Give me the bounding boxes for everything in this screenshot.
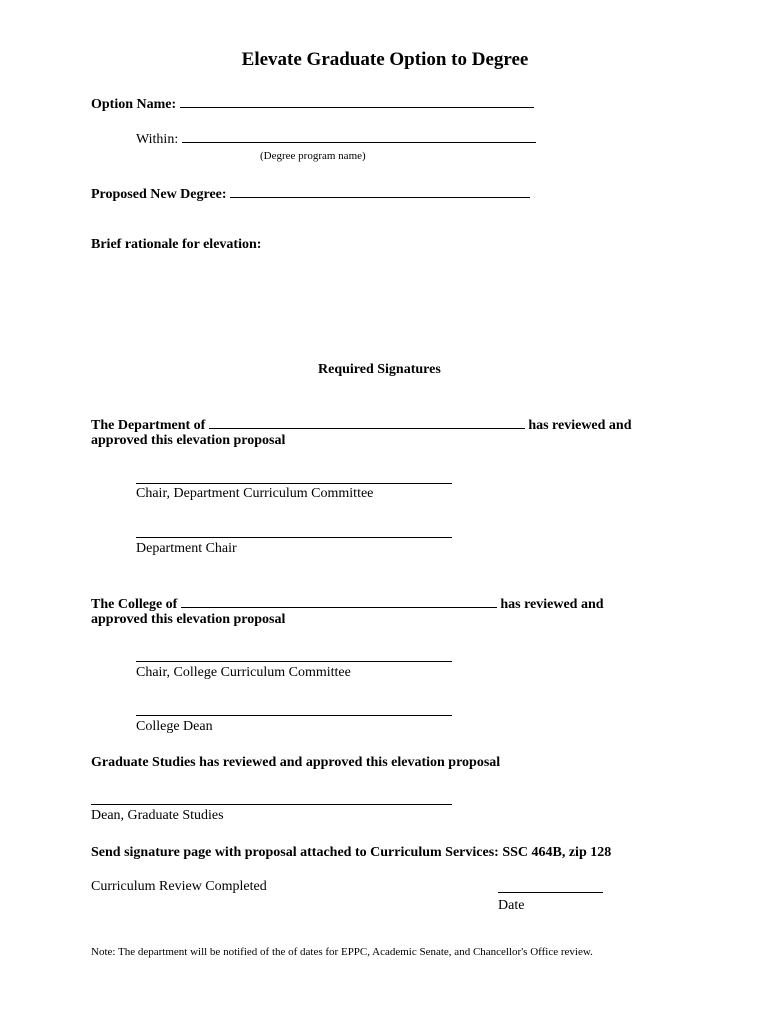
within-field[interactable] — [182, 129, 536, 143]
date-signature-line[interactable] — [498, 892, 603, 893]
within-label: Within: — [136, 132, 179, 147]
proposed-degree-row — [91, 184, 530, 203]
graduate-dean-signature-line[interactable] — [91, 804, 452, 805]
graduate-studies-statement: Graduate Studies has reviewed and approved this elevation proposal — [91, 755, 501, 770]
footer-note: Note: The department will be notified of the of dates for EPPC, Academic Senate, and Chancellor's Office review. — [91, 946, 593, 958]
send-instruction: Send signature page with proposal attached to Curriculum Services: SSC 464B, zip 128 — [91, 845, 612, 860]
date-label: Date — [498, 898, 525, 913]
signatures-heading: Required Signatures — [318, 362, 441, 377]
rationale-label: Brief rationale for elevation: — [91, 237, 262, 252]
college-prefix: The College of — [91, 597, 178, 612]
department-committee-signature-line[interactable] — [136, 483, 452, 484]
college-statement — [91, 594, 604, 613]
college-name-field[interactable] — [181, 594, 497, 608]
proposed-degree-field[interactable] — [230, 184, 530, 198]
review-completed-label: Curriculum Review Completed — [91, 879, 267, 894]
graduate-dean-label: Dean, Graduate Studies — [91, 808, 224, 823]
department-suffix: has reviewed and — [528, 418, 632, 433]
page-title: Elevate Graduate Option to Degree — [241, 49, 529, 70]
college-committee-signature-line[interactable] — [136, 661, 452, 662]
option-name-label: Option Name: — [91, 97, 177, 112]
department-statement-line2: approved this elevation proposal — [91, 433, 286, 448]
college-dean-label: College Dean — [136, 719, 213, 734]
proposed-degree-label: Proposed New Degree: — [91, 187, 227, 202]
department-chair-signature-line[interactable] — [136, 537, 452, 538]
college-committee-chair-label: Chair, College Curriculum Committee — [136, 665, 351, 680]
option-name-row — [91, 94, 534, 113]
college-statement-line2: approved this elevation proposal — [91, 612, 286, 627]
department-committee-chair-label: Chair, Department Curriculum Committee — [136, 486, 374, 501]
college-dean-signature-line[interactable] — [136, 715, 452, 716]
within-row — [136, 129, 536, 148]
department-prefix: The Department of — [91, 418, 206, 433]
department-chair-label: Department Chair — [136, 541, 237, 556]
department-name-field[interactable] — [209, 415, 525, 429]
college-suffix: has reviewed and — [500, 597, 604, 612]
degree-program-hint: (Degree program name) — [260, 150, 366, 162]
option-name-field[interactable] — [180, 94, 534, 108]
department-statement — [91, 415, 632, 434]
